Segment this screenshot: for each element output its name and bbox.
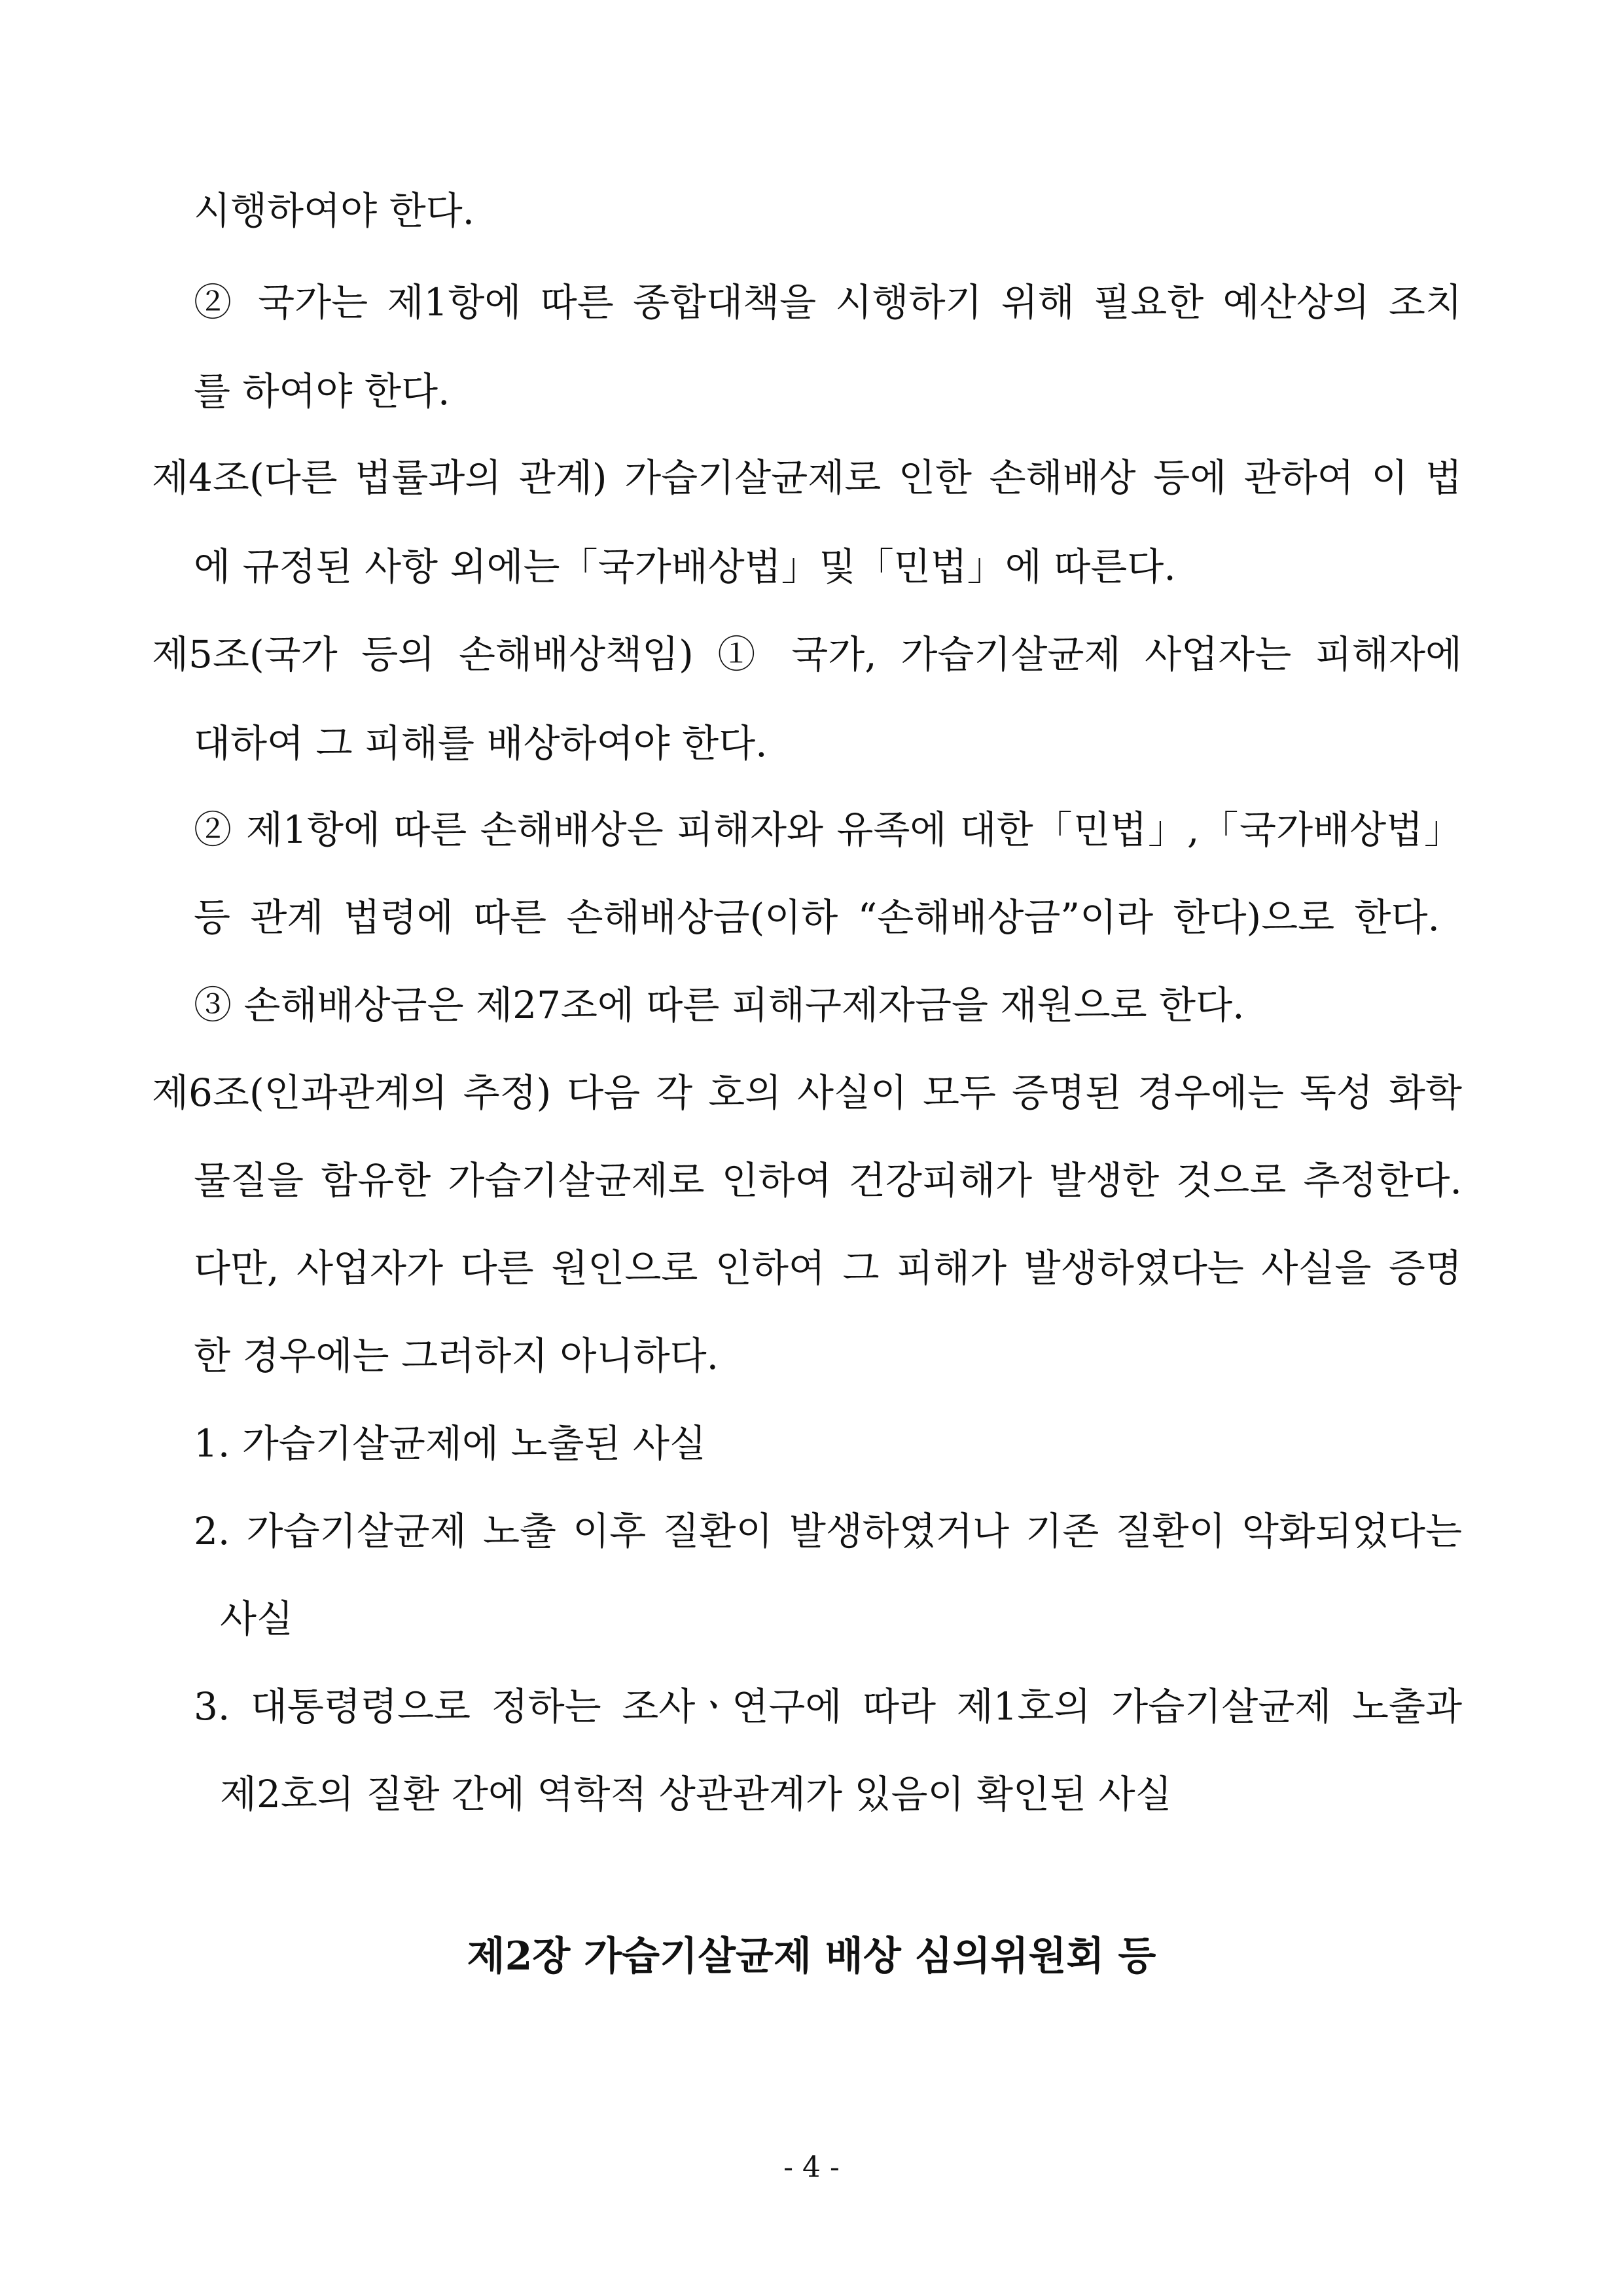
list-item-1: 1. 가습기살균제에 노출된 사실 bbox=[194, 1421, 706, 1466]
text-line-7: 대하여 그 피해를 배상하여야 한다. bbox=[194, 721, 768, 766]
list-item-2-continuation: 사실 bbox=[220, 1597, 294, 1641]
article-4-heading-line: 제4조(다른 법률과의 관계) 가습기살균제로 인한 손해배상 등에 관하여 이 법 bbox=[152, 455, 1462, 500]
page-number: - 4 - bbox=[783, 2151, 840, 2184]
text-line-8: ② 제1항에 따른 손해배상은 피해자와 유족에 대한「민법」,「국가배상법」 bbox=[194, 807, 1462, 852]
list-item-3-continuation: 제2호의 질환 간에 역학적 상관관계가 있음이 확인된 사실 bbox=[220, 1772, 1172, 1816]
text-line-13: 다만, 사업자가 다른 원인으로 인하여 그 피해가 발생하였다는 사실을 증명 bbox=[194, 1246, 1462, 1290]
text-line-10: ③ 손해배상금은 제27조에 따른 피해구제자금을 재원으로 한다. bbox=[194, 983, 1245, 1027]
chapter-heading: 제2장 가습기살균제 배상 심의위원회 등 bbox=[467, 1934, 1156, 1979]
text-line-2: ② 국가는 제1항에 따른 종합대책을 시행하기 위해 필요한 예산상의 조치 bbox=[194, 280, 1462, 325]
list-item-2: 2. 가습기살균제 노출 이후 질환이 발생하였거나 기존 질환이 악화되었다는 bbox=[194, 1509, 1462, 1553]
article-5-heading-line: 제5조(국가 등의 손해배상책임) ① 국가, 가습기살균제 사업자는 피해자에 bbox=[152, 632, 1462, 677]
list-item-3: 3. 대통령령으로 정하는 조사ㆍ연구에 따라 제1호의 가습기살균제 노출과 bbox=[194, 1684, 1462, 1729]
text-line-9: 등 관계 법령에 따른 손해배상금(이하 “손해배상금”이라 한다)으로 한다. bbox=[194, 895, 1440, 940]
text-line-1: 시행하여야 한다. bbox=[194, 188, 475, 233]
text-line-5: 에 규정된 사항 외에는「국가배상법」및「민법」에 따른다. bbox=[194, 544, 1176, 589]
text-line-14: 한 경우에는 그러하지 아니하다. bbox=[194, 1333, 719, 1378]
text-line-12: 물질을 함유한 가습기살균제로 인하여 건강피해가 발생한 것으로 추정한다. bbox=[194, 1158, 1462, 1203]
text-line-3: 를 하여야 한다. bbox=[194, 369, 450, 414]
article-6-heading-line: 제6조(인과관계의 추정) 다음 각 호의 사실이 모두 증명된 경우에는 독성 화학 bbox=[152, 1070, 1462, 1115]
